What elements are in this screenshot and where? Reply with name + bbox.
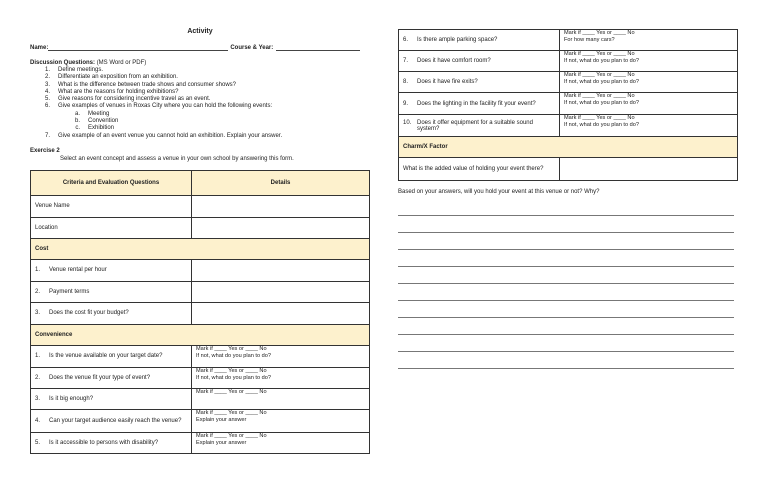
answer-line[interactable] bbox=[398, 216, 734, 233]
table-row: 9. Does the lighting in the facility fit your event? bbox=[399, 93, 560, 115]
answer-lines bbox=[398, 199, 738, 369]
discussion-label: Discussion Questions: bbox=[30, 60, 96, 66]
table-row: 2. Payment terms bbox=[31, 281, 192, 302]
details-header: Details bbox=[192, 170, 370, 195]
exercise-instructions: Select an event concept and assess a venue in your own school by answering this form. bbox=[60, 155, 294, 162]
name-label: Name: bbox=[30, 45, 49, 51]
location-label: Location bbox=[31, 217, 192, 238]
table-row: 5. Is it accessible to persons with disability? bbox=[31, 432, 192, 453]
answer-cell[interactable]: Mark if ____ Yes or ____ No Explain your answer bbox=[192, 409, 370, 432]
venue-name-details[interactable] bbox=[192, 195, 370, 217]
answer-line[interactable] bbox=[398, 199, 734, 216]
venue-assessment-table-continued bbox=[398, 29, 738, 181]
question-item: 7. Give example of an event venue you cannot hold an exhibition. Explain your answer. bbox=[44, 132, 283, 139]
question-item: 6. Give examples of venues in Roxas City where you can hold the following events: bbox=[44, 103, 273, 110]
location-details[interactable] bbox=[192, 217, 370, 238]
course-label: Course & Year: bbox=[230, 45, 274, 51]
answer-cell[interactable]: Mark if ____ Yes or ____ No For how many cars? bbox=[560, 30, 738, 51]
answer-line[interactable] bbox=[398, 284, 734, 301]
answer-line[interactable] bbox=[398, 267, 734, 284]
answer-cell[interactable]: Mark if ____ Yes or ____ No If not, what do you plan to do? bbox=[192, 367, 370, 388]
answer-cell[interactable]: Mark if ____ Yes or ____ No If not, what do you plan to do? bbox=[560, 51, 738, 72]
discussion-questions bbox=[30, 67, 370, 140]
answer-line[interactable] bbox=[398, 335, 734, 352]
name-course-line bbox=[30, 44, 370, 51]
cost-details[interactable] bbox=[192, 302, 370, 324]
criteria-header: Criteria and Evaluation Questions bbox=[31, 170, 192, 195]
left-column bbox=[30, 28, 370, 454]
venue-assessment-table bbox=[30, 170, 370, 454]
cost-details[interactable] bbox=[192, 259, 370, 281]
convenience-section: Convenience bbox=[31, 324, 370, 345]
question-item: 2. Differentiate an exposition from an exhibition. bbox=[44, 74, 178, 81]
table-row: 7. Does it have comfort room? bbox=[399, 51, 560, 72]
course-field[interactable] bbox=[276, 44, 360, 51]
table-row: 3. Does the cost fit your budget? bbox=[31, 302, 192, 324]
answer-cell[interactable]: Mark if ____ Yes or ____ No If not, what do you plan to do? bbox=[560, 72, 738, 93]
table-row: 2. Does the venue fit your type of event? bbox=[31, 367, 192, 388]
answer-line[interactable] bbox=[398, 318, 734, 335]
answer-cell[interactable]: Mark if ____ Yes or ____ No If not, what do you plan to do? bbox=[192, 345, 370, 367]
answer-line[interactable] bbox=[398, 250, 734, 267]
question-item: 1. Define meetings. bbox=[44, 67, 104, 73]
question-item: 4. What are the reasons for holding exhibitions? bbox=[44, 88, 179, 95]
table-row: 8. Does it have fire exits? bbox=[399, 72, 560, 93]
discussion-heading bbox=[30, 60, 370, 66]
answer-line[interactable] bbox=[398, 301, 734, 318]
answer-cell[interactable]: Mark if ____ Yes or ____ No Explain your answer bbox=[192, 432, 370, 453]
charm-answer-cell[interactable] bbox=[560, 158, 738, 181]
answer-line[interactable] bbox=[398, 233, 734, 250]
cost-details[interactable] bbox=[192, 281, 370, 302]
answer-cell[interactable]: Mark if ____ Yes or ____ No If not, what do you plan to do? bbox=[560, 115, 738, 137]
table-row: 1. Is the venue available on your target date? bbox=[31, 345, 192, 367]
exercise-heading: Exercise 2 bbox=[30, 147, 60, 154]
table-row: 1. Venue rental per hour bbox=[31, 259, 192, 281]
right-column bbox=[398, 29, 738, 369]
table-row: 6. Is there ample parking space? bbox=[399, 30, 560, 51]
table-row: 4. Can your target audience easily reach the venue? bbox=[31, 409, 192, 432]
venue-name-label: Venue Name bbox=[31, 195, 192, 217]
answer-line[interactable] bbox=[398, 352, 734, 369]
question-item: 5. Give reasons for considering incentive travel as an event. bbox=[44, 96, 211, 103]
cost-section: Cost bbox=[31, 238, 370, 259]
activity-title: Activity bbox=[187, 28, 213, 35]
sub-item: b. Convention bbox=[74, 118, 119, 125]
answer-cell[interactable]: Mark if ____ Yes or ____ No If not, what do you plan to do? bbox=[560, 93, 738, 115]
decision-question: Based on your answers, will you hold your event at this venue or not? Why? bbox=[398, 189, 600, 195]
question-item: 3. What is the difference between trade shows and consumer shows? bbox=[44, 81, 236, 88]
charm-section: Charm/X Factor bbox=[399, 137, 738, 158]
charm-question: What is the added value of holding your event there? bbox=[399, 158, 560, 181]
table-row: 3. Is it big enough? bbox=[31, 388, 192, 409]
discussion-format: (MS Word or PDF) bbox=[96, 60, 147, 66]
sub-item: a. Meeting bbox=[74, 110, 110, 117]
answer-cell[interactable]: Mark if ____ Yes or ____ No bbox=[192, 388, 370, 409]
table-row: 10. Does it offer equipment for a suitable sound system? bbox=[399, 115, 560, 137]
name-field[interactable] bbox=[48, 44, 228, 51]
sub-item: c. Exhibition bbox=[75, 125, 115, 132]
